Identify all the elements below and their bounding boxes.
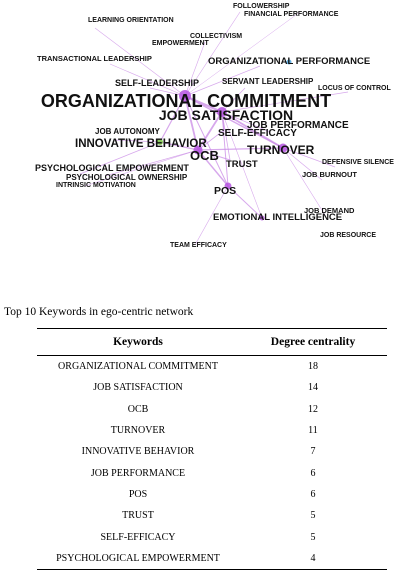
node-label-organizational-performance: ORGANIZATIONAL PERFORMANCE (208, 56, 371, 67)
keyword-cell: JOB SATISFACTION (93, 382, 183, 394)
table-row (37, 548, 387, 570)
header-degree-centrality: Degree centrality (239, 329, 387, 356)
node-label-innovative-behavior: INNOVATIVE BEHAVIOR (75, 138, 207, 150)
degree-cell: 5 (310, 510, 316, 522)
node-label-job-demand: JOB DEMAND (304, 206, 355, 215)
node-label-defensive-silence: DEFENSIVE SILENCE (322, 159, 394, 166)
network-edge (283, 148, 325, 215)
network-labels (35, 3, 394, 249)
node-label-team-efficacy: TEAM EFFICACY (170, 242, 227, 249)
node-label-ocb: OCB (190, 148, 219, 163)
node-label-followership: FOLLOWERSHIP (233, 3, 290, 10)
node-label-servant-leadership: SERVANT LEADERSHIP (222, 77, 314, 86)
node-label-collectivism: COLLECTIVISM (190, 33, 243, 40)
node-label-organizational-commitment: ORGANIZATIONAL COMMITMENT (40, 91, 332, 111)
keyword-cell: JOB PERFORMANCE (90, 467, 186, 479)
table-row (37, 399, 387, 420)
node-label-learning-orientation: LEARNING ORIENTATION (88, 17, 174, 24)
node-label-job-autonomy: JOB AUTONOMY (95, 127, 160, 136)
node-label-financial-performance: FINANCIAL PERFORMANCE (244, 11, 339, 18)
keyword-cell: INNOVATIVE BEHAVIOR (81, 446, 195, 458)
keyword-cell: OCB (127, 403, 149, 415)
node-label-self-efficacy: SELF-EFFICACY (218, 128, 297, 139)
table-row (37, 420, 387, 441)
table-row (37, 441, 387, 462)
degree-cell: 14 (308, 382, 318, 394)
node-label-trust: TRUST (226, 159, 258, 170)
node-label-job-performance: JOB PERFORMANCE (247, 120, 349, 131)
table-row (37, 356, 387, 378)
table-row (37, 462, 387, 483)
degree-cell: 6 (310, 467, 316, 479)
node-label-psychological-empowerment: PSYCHOLOGICAL EMPOWERMENT (35, 163, 189, 173)
degree-cell: 11 (308, 425, 318, 437)
keyword-cell: POS (128, 488, 148, 500)
node-label-locus-of-control: LOCUS OF CONTROL (318, 85, 391, 92)
table-row (37, 484, 387, 505)
table-caption: Top 10 Keywords in ego-centric network (4, 306, 194, 318)
node-label-self-leadership: SELF-LEADERSHIP (115, 78, 200, 88)
keyword-cell: PSYCHOLOGICAL EMPOWERMENT (37, 548, 239, 570)
table-row (37, 377, 387, 398)
table-header-row (37, 329, 387, 356)
degree-cell: 5 (310, 531, 316, 543)
degree-cell: 18 (308, 361, 318, 373)
header-keywords: Keywords (37, 329, 239, 356)
keyword-cell: TURNOVER (110, 425, 166, 437)
degree-cell: 12 (308, 403, 318, 415)
degree-cell: 4 (239, 548, 387, 570)
degree-cell: 6 (310, 488, 316, 500)
node-label-emotional-intelligence: EMOTIONAL INTELLIGENCE (213, 212, 343, 223)
keyword-cell: ORGANIZATIONAL COMMITMENT (58, 361, 218, 373)
node-label-pos: POS (214, 185, 237, 197)
node-label-job-burnout: JOB BURNOUT (302, 170, 358, 179)
keywords-table (37, 328, 387, 570)
table-row (37, 526, 387, 547)
node-label-job-satisfaction: JOB SATISFACTION (158, 107, 294, 123)
keyword-cell: SELF-EFFICACY (100, 531, 176, 543)
degree-cell: 7 (310, 446, 316, 458)
node-label-empowerment: EMPOWERMENT (152, 40, 209, 47)
table-row (37, 505, 387, 526)
node-label-job-resource: JOB RESOURCE (320, 232, 377, 239)
node-label-transactional-leadership: TRANSACTIONAL LEADERSHIP (37, 54, 152, 63)
keyword-cell: TRUST (122, 510, 154, 522)
keyword-network-diagram (0, 0, 405, 255)
node-label-intrinsic-motivation: INTRINSIC MOTIVATION (56, 182, 136, 189)
node-label-turnover: TURNOVER (247, 143, 315, 157)
node-label-psychological-ownership: PSYCHOLOGICAL OWNERSHIP (66, 173, 188, 182)
